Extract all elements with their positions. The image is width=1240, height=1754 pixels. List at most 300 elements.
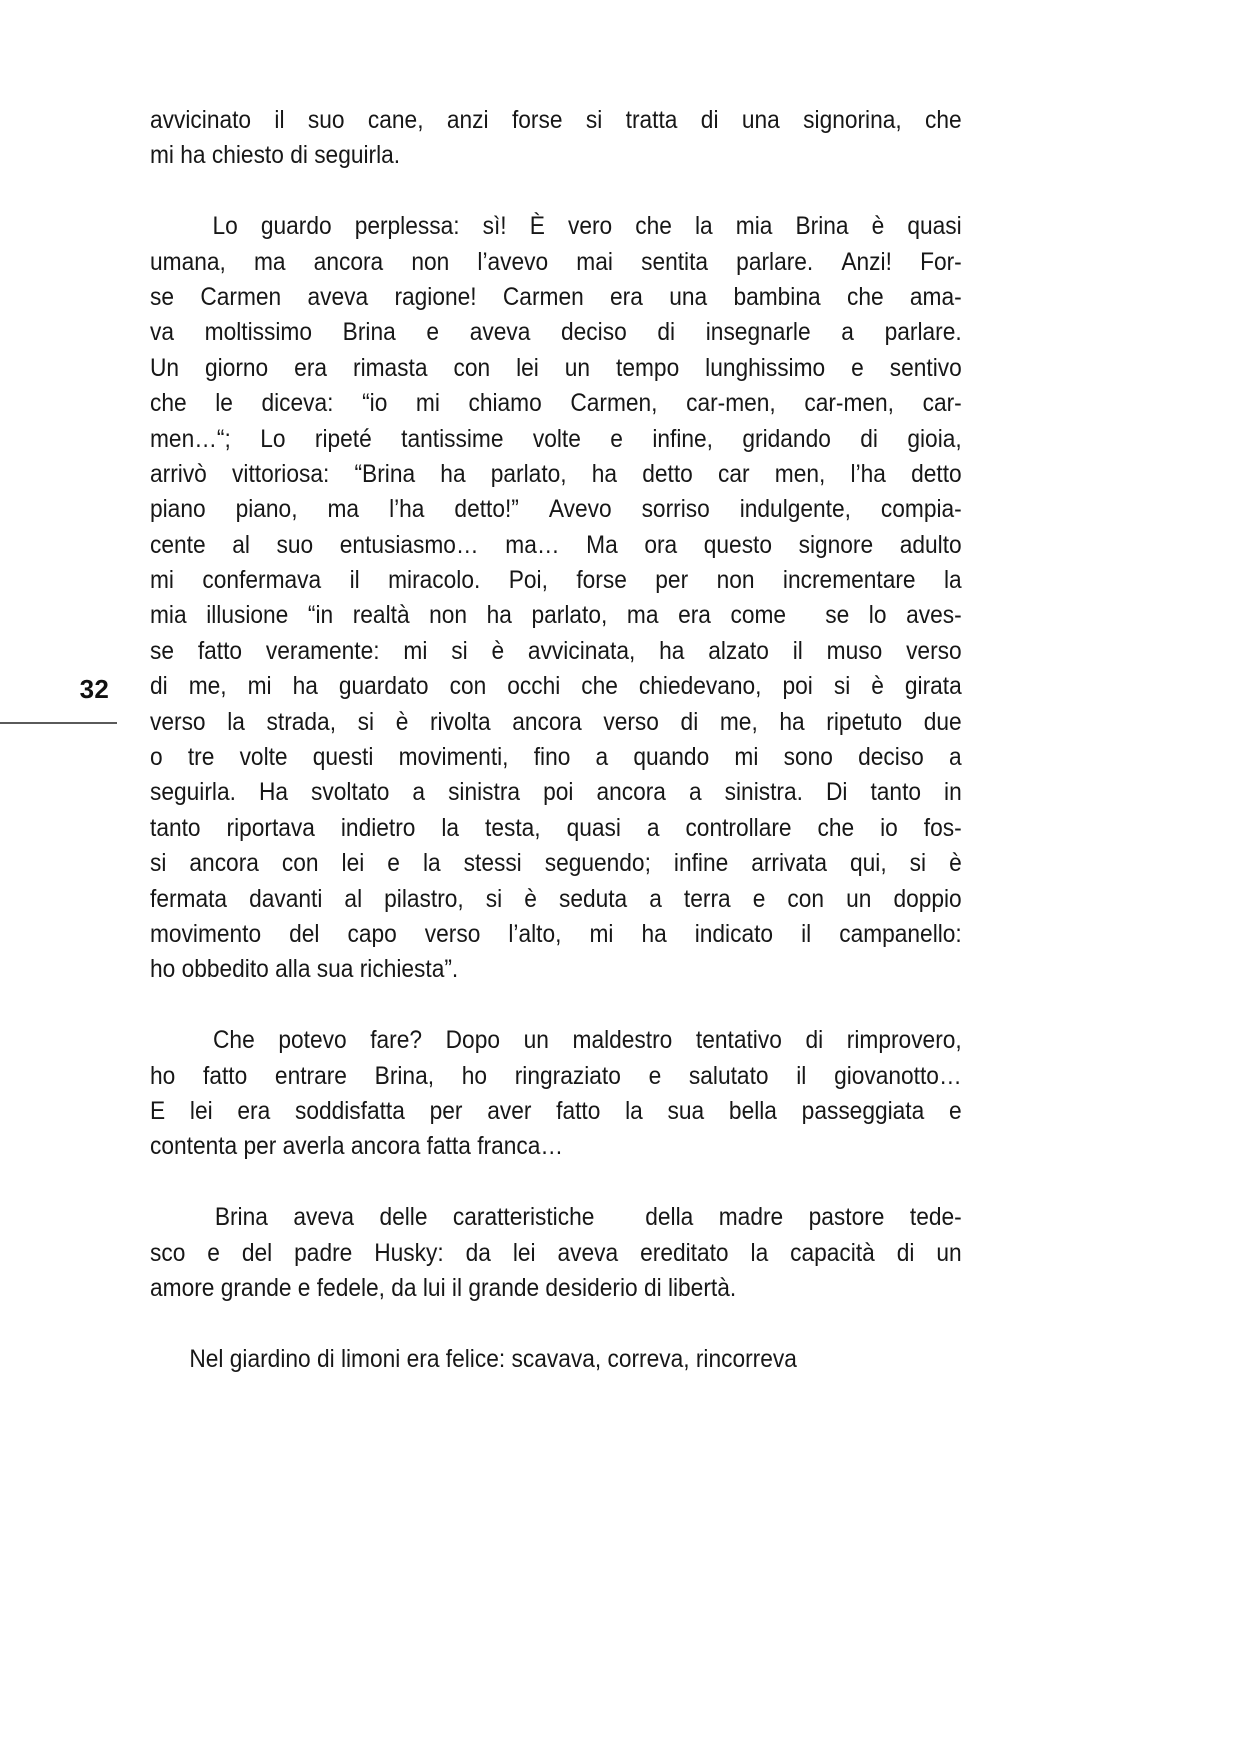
word: è xyxy=(949,849,962,878)
word: fatto xyxy=(556,1096,601,1125)
word: Lo xyxy=(212,212,238,241)
word: sua xyxy=(667,1096,705,1125)
word: volte xyxy=(239,743,288,772)
word: piano xyxy=(150,495,206,524)
word: la xyxy=(422,849,441,878)
text-line xyxy=(150,811,962,846)
word: questi xyxy=(312,743,374,772)
word: quasi xyxy=(566,813,621,842)
word: che xyxy=(817,813,855,842)
first-line-indent xyxy=(150,1200,189,1235)
word: indulgente, xyxy=(739,495,851,524)
text-line xyxy=(150,882,962,917)
text-line xyxy=(150,103,962,138)
word: E xyxy=(150,1096,166,1125)
word: di xyxy=(805,1026,824,1055)
word: soddisfatta xyxy=(294,1096,405,1125)
word: illusione xyxy=(206,601,289,630)
text-line xyxy=(150,563,962,598)
word: ancora xyxy=(313,247,384,276)
word: non xyxy=(429,601,468,630)
text-line xyxy=(150,917,962,952)
word: fos- xyxy=(923,813,962,842)
word: Dopo xyxy=(445,1026,500,1055)
text-line xyxy=(150,634,962,669)
word: forse xyxy=(511,106,563,134)
word: poi xyxy=(543,778,574,807)
word: e xyxy=(387,849,400,878)
word: signorina, xyxy=(803,106,902,134)
word: era xyxy=(610,282,643,311)
word: delle xyxy=(379,1203,428,1232)
word: sentivo xyxy=(889,353,962,382)
word: ha xyxy=(486,601,512,630)
word: rivolta xyxy=(429,707,491,736)
word: tanto xyxy=(870,778,922,807)
word: moltissimo xyxy=(204,318,313,347)
word: e xyxy=(648,1061,662,1090)
word: mi xyxy=(247,672,272,701)
text-line xyxy=(150,351,962,386)
word: ereditato xyxy=(640,1238,729,1267)
word: avvicinata, xyxy=(527,636,636,665)
word: gridando xyxy=(742,424,831,453)
text-line xyxy=(150,386,962,421)
word: alzato xyxy=(708,636,769,665)
paragraph xyxy=(150,209,962,988)
word: veramente: xyxy=(265,636,380,665)
first-line-indent xyxy=(150,1023,189,1058)
word: sinistra xyxy=(448,778,521,807)
word: men…“; xyxy=(150,424,231,453)
word: arrivò xyxy=(150,459,207,488)
word: giovanotto… xyxy=(834,1061,962,1090)
word: con xyxy=(453,353,491,382)
word: detto xyxy=(642,459,693,488)
word: gioia, xyxy=(907,424,962,453)
word: questo xyxy=(703,530,773,559)
word: Carmen xyxy=(502,282,584,311)
word: ha xyxy=(591,459,618,488)
word: il xyxy=(349,566,360,595)
word: e xyxy=(851,353,864,382)
word: mi xyxy=(403,636,428,665)
word: diceva: xyxy=(261,389,334,418)
word: giorno xyxy=(205,353,269,382)
word: era xyxy=(237,1096,271,1125)
word: si xyxy=(909,849,927,878)
text-line xyxy=(150,1200,962,1235)
word: girata xyxy=(904,672,962,701)
word: si xyxy=(150,849,167,878)
word: caratteristiche xyxy=(452,1203,595,1232)
word: me, xyxy=(719,707,758,736)
word: Brina xyxy=(214,1203,268,1232)
word: mi xyxy=(150,566,174,595)
word: al xyxy=(344,884,363,913)
word: campanello: xyxy=(839,919,962,948)
word: la xyxy=(227,707,245,736)
word: va xyxy=(150,318,175,347)
word: rimasta xyxy=(352,353,428,382)
word: fatto xyxy=(197,636,243,665)
folio-block xyxy=(0,676,117,724)
word: Anzi! xyxy=(841,247,892,276)
word: detto!” xyxy=(454,495,519,524)
text-line xyxy=(150,775,962,810)
text-line: contenta per averla ancora fatta franca… xyxy=(150,1132,564,1161)
word: qui, xyxy=(850,849,887,878)
word: davanti xyxy=(249,884,323,913)
text-line: ho obbedito alla sua richiesta”. xyxy=(150,955,459,984)
word: è xyxy=(395,707,409,736)
word: indicato xyxy=(694,919,774,948)
word: insegnarle xyxy=(705,318,811,347)
word: Ma xyxy=(586,530,618,559)
word: Avevo xyxy=(548,495,612,524)
word: Husky: xyxy=(374,1238,444,1267)
word: a xyxy=(948,743,962,772)
word: le xyxy=(215,389,233,418)
word: pilastro, xyxy=(384,884,464,913)
word: movimenti, xyxy=(398,743,509,772)
word: suo xyxy=(307,106,345,134)
word: verso xyxy=(150,707,206,736)
word: ha xyxy=(779,707,805,736)
word: car xyxy=(718,459,750,488)
word: men, xyxy=(774,459,826,488)
word: da xyxy=(465,1238,491,1267)
word: poi xyxy=(782,672,813,701)
word: doppio xyxy=(893,884,962,913)
word: verso xyxy=(906,636,962,665)
word: compia- xyxy=(880,495,962,524)
word: che xyxy=(150,389,187,418)
word: a xyxy=(412,778,426,807)
word: parlare. xyxy=(736,247,814,276)
word: tratta xyxy=(625,106,678,134)
word: capacità xyxy=(790,1238,875,1267)
word: fermata xyxy=(150,884,228,913)
word: capo xyxy=(347,919,397,948)
word: perplessa: xyxy=(354,212,460,241)
text-line xyxy=(150,245,962,280)
word: occhi xyxy=(507,672,561,701)
word: quasi xyxy=(907,212,962,241)
word: era xyxy=(678,601,711,630)
word: a xyxy=(649,884,662,913)
word: aveva xyxy=(307,282,369,311)
word: detto xyxy=(911,459,962,488)
word: due xyxy=(923,707,962,736)
word: l’ha xyxy=(389,495,425,524)
word: lunghissimo xyxy=(705,353,826,382)
word: me, xyxy=(188,672,227,701)
word: ha xyxy=(641,919,667,948)
word: una xyxy=(741,106,780,134)
word: movimento xyxy=(150,919,262,948)
text-line xyxy=(150,209,962,244)
word: che xyxy=(925,106,962,134)
word: deciso xyxy=(858,743,924,772)
word: ama- xyxy=(909,282,962,311)
word: miracolo. xyxy=(388,566,481,595)
word: un xyxy=(846,884,872,913)
word: lei xyxy=(341,849,365,878)
word: ma xyxy=(626,601,659,630)
word: ripetuto xyxy=(826,707,903,736)
word: e xyxy=(426,318,440,347)
word: fare? xyxy=(370,1026,423,1055)
word: ora xyxy=(644,530,678,559)
word: maldestro xyxy=(572,1026,673,1055)
word: la xyxy=(625,1096,643,1125)
word: indietro xyxy=(340,813,416,842)
word: muso xyxy=(826,636,883,665)
word: il xyxy=(792,636,803,665)
word: e xyxy=(610,424,623,453)
word: stessi xyxy=(463,849,522,878)
word: e xyxy=(207,1238,220,1267)
word: Brina xyxy=(795,212,849,241)
word: mia xyxy=(150,601,187,630)
word: mi xyxy=(589,919,614,948)
word: la xyxy=(694,212,713,241)
word: parlato, xyxy=(531,601,608,630)
word: seguirla. xyxy=(150,778,236,807)
text-line xyxy=(150,705,962,740)
word: era xyxy=(294,353,328,382)
word: e xyxy=(948,1096,962,1125)
word: mai xyxy=(576,247,613,276)
word: Di xyxy=(825,778,848,807)
text-line xyxy=(150,528,962,563)
word: sì! xyxy=(482,212,507,241)
word: ho xyxy=(461,1061,488,1090)
word: aveva xyxy=(293,1203,354,1232)
word: una xyxy=(669,282,708,311)
word: car-men, xyxy=(804,389,894,418)
word: di xyxy=(700,106,719,134)
word: padre xyxy=(294,1238,353,1267)
word: volte xyxy=(532,424,581,453)
word: con xyxy=(281,849,319,878)
word: cane, xyxy=(367,106,424,134)
word: l’alto, xyxy=(508,919,562,948)
text-line xyxy=(150,1094,962,1129)
word: a xyxy=(688,778,702,807)
word: Un xyxy=(150,353,180,382)
word: del xyxy=(289,919,320,948)
word: per xyxy=(429,1096,463,1125)
word: confermava xyxy=(202,566,322,595)
text-line xyxy=(150,846,962,881)
word: che xyxy=(846,282,884,311)
word: ripeté xyxy=(314,424,372,453)
word: tempo xyxy=(616,353,680,382)
word: di xyxy=(896,1238,915,1267)
page-number: 32 xyxy=(79,674,109,704)
paragraph xyxy=(150,103,962,174)
word: di xyxy=(657,318,676,347)
word: ma xyxy=(253,247,286,276)
word: umana, xyxy=(150,247,226,276)
word: di xyxy=(860,424,878,453)
word: a xyxy=(841,318,854,347)
word: che xyxy=(581,672,618,701)
word: quando xyxy=(633,743,710,772)
word: la xyxy=(441,813,460,842)
word: non xyxy=(411,247,450,276)
word: lei xyxy=(516,353,539,382)
word: pastore xyxy=(808,1203,885,1232)
word: guardo xyxy=(260,212,332,241)
word: Brina xyxy=(342,318,396,347)
word: si xyxy=(451,636,468,665)
text-line xyxy=(150,1023,962,1058)
word: infine, xyxy=(652,424,713,453)
text-line xyxy=(150,315,962,350)
word: realtà xyxy=(352,601,410,630)
word: ha xyxy=(292,672,318,701)
word: io xyxy=(880,813,898,842)
first-line-indent xyxy=(150,209,189,244)
word: infine xyxy=(673,849,729,878)
word: se xyxy=(825,601,850,630)
text-line xyxy=(150,669,962,704)
word: tre xyxy=(187,743,215,772)
word: rimprovero, xyxy=(846,1026,962,1055)
word: arrivata xyxy=(751,849,828,878)
word: anzi xyxy=(446,106,489,134)
word: con xyxy=(449,672,487,701)
word: fatto xyxy=(203,1061,248,1090)
word: svoltato xyxy=(311,778,390,807)
paragraph xyxy=(150,1200,962,1306)
word: aves- xyxy=(906,601,962,630)
word: Ha xyxy=(258,778,288,807)
word: si xyxy=(585,106,603,134)
word: sorriso xyxy=(641,495,710,524)
word: avvicinato xyxy=(150,106,252,134)
word: tanto xyxy=(150,813,201,842)
text-line xyxy=(150,1059,962,1094)
word: sinistra. xyxy=(724,778,803,807)
word: terra xyxy=(683,884,731,913)
word: al xyxy=(232,530,250,559)
word: vittoriosa: xyxy=(232,459,330,488)
word: il xyxy=(796,1061,807,1090)
word: tentativo xyxy=(695,1026,782,1055)
word: Carmen, xyxy=(570,389,658,418)
text-line xyxy=(150,457,962,492)
word: il xyxy=(801,919,812,948)
word: o xyxy=(150,743,163,772)
word: bella xyxy=(728,1096,777,1125)
word: adulto xyxy=(899,530,962,559)
word: ho xyxy=(150,1061,176,1090)
word: strada, xyxy=(266,707,337,736)
text-line xyxy=(150,1236,962,1271)
word: ringraziato xyxy=(514,1061,621,1090)
word: seduta xyxy=(558,884,628,913)
word: mi xyxy=(734,743,759,772)
word: testa, xyxy=(485,813,541,842)
word: un xyxy=(523,1026,549,1055)
word: potevo xyxy=(278,1026,347,1055)
word: a xyxy=(646,813,660,842)
word: verso xyxy=(603,707,659,736)
text-line xyxy=(150,280,962,315)
word: sono xyxy=(783,743,833,772)
word: controllare xyxy=(685,813,792,842)
word: ragione! xyxy=(394,282,477,311)
word: riportava xyxy=(226,813,315,842)
word: car-men, xyxy=(686,389,776,418)
word: cente xyxy=(150,530,206,559)
text-line xyxy=(150,740,962,775)
word: madre xyxy=(718,1203,784,1232)
word: bambina xyxy=(733,282,821,311)
word: fino xyxy=(533,743,571,772)
text-line xyxy=(150,598,962,633)
word: lei xyxy=(189,1096,213,1125)
word: aver xyxy=(487,1096,532,1125)
word: chiedevano, xyxy=(638,672,762,701)
word: un xyxy=(564,353,591,382)
word: non xyxy=(716,566,755,595)
word: in xyxy=(944,778,962,807)
word: è xyxy=(491,636,505,665)
text-line: amore grande e fedele, da lui il grande desiderio di libertà. xyxy=(150,1273,737,1302)
word: È xyxy=(529,212,545,241)
word: mia xyxy=(735,212,773,241)
word: ha xyxy=(659,636,685,665)
text-line: Nel giardino di limoni era felice: scavava, correva, rincorreva xyxy=(189,1344,797,1373)
word: “in xyxy=(307,601,334,630)
word: ha xyxy=(440,459,466,488)
word: ancora xyxy=(512,707,582,736)
word: si xyxy=(485,884,503,913)
word: Lo xyxy=(260,424,286,453)
word: aveva xyxy=(557,1238,619,1267)
word: parlare. xyxy=(884,318,962,347)
word: se xyxy=(150,282,175,311)
word: è xyxy=(871,212,885,241)
word: piano, xyxy=(235,495,298,524)
word: con xyxy=(787,884,825,913)
word: il xyxy=(274,106,285,134)
word: è xyxy=(871,672,884,701)
word: tede- xyxy=(909,1203,962,1232)
word: seguendo; xyxy=(544,849,651,878)
margin-rule xyxy=(0,722,117,724)
word: Poi, xyxy=(508,566,548,595)
word: di xyxy=(150,672,168,701)
word: Brina, xyxy=(374,1061,435,1090)
word: “io xyxy=(362,389,388,418)
word: vero xyxy=(567,212,613,241)
paragraph xyxy=(150,1023,962,1165)
word: aveva xyxy=(469,318,531,347)
word: verso xyxy=(424,919,481,948)
word: car- xyxy=(922,389,962,418)
word: sentita xyxy=(641,247,709,276)
word: ma xyxy=(327,495,360,524)
word: “Brina xyxy=(354,459,416,488)
word: lo xyxy=(868,601,887,630)
word: signore xyxy=(798,530,874,559)
